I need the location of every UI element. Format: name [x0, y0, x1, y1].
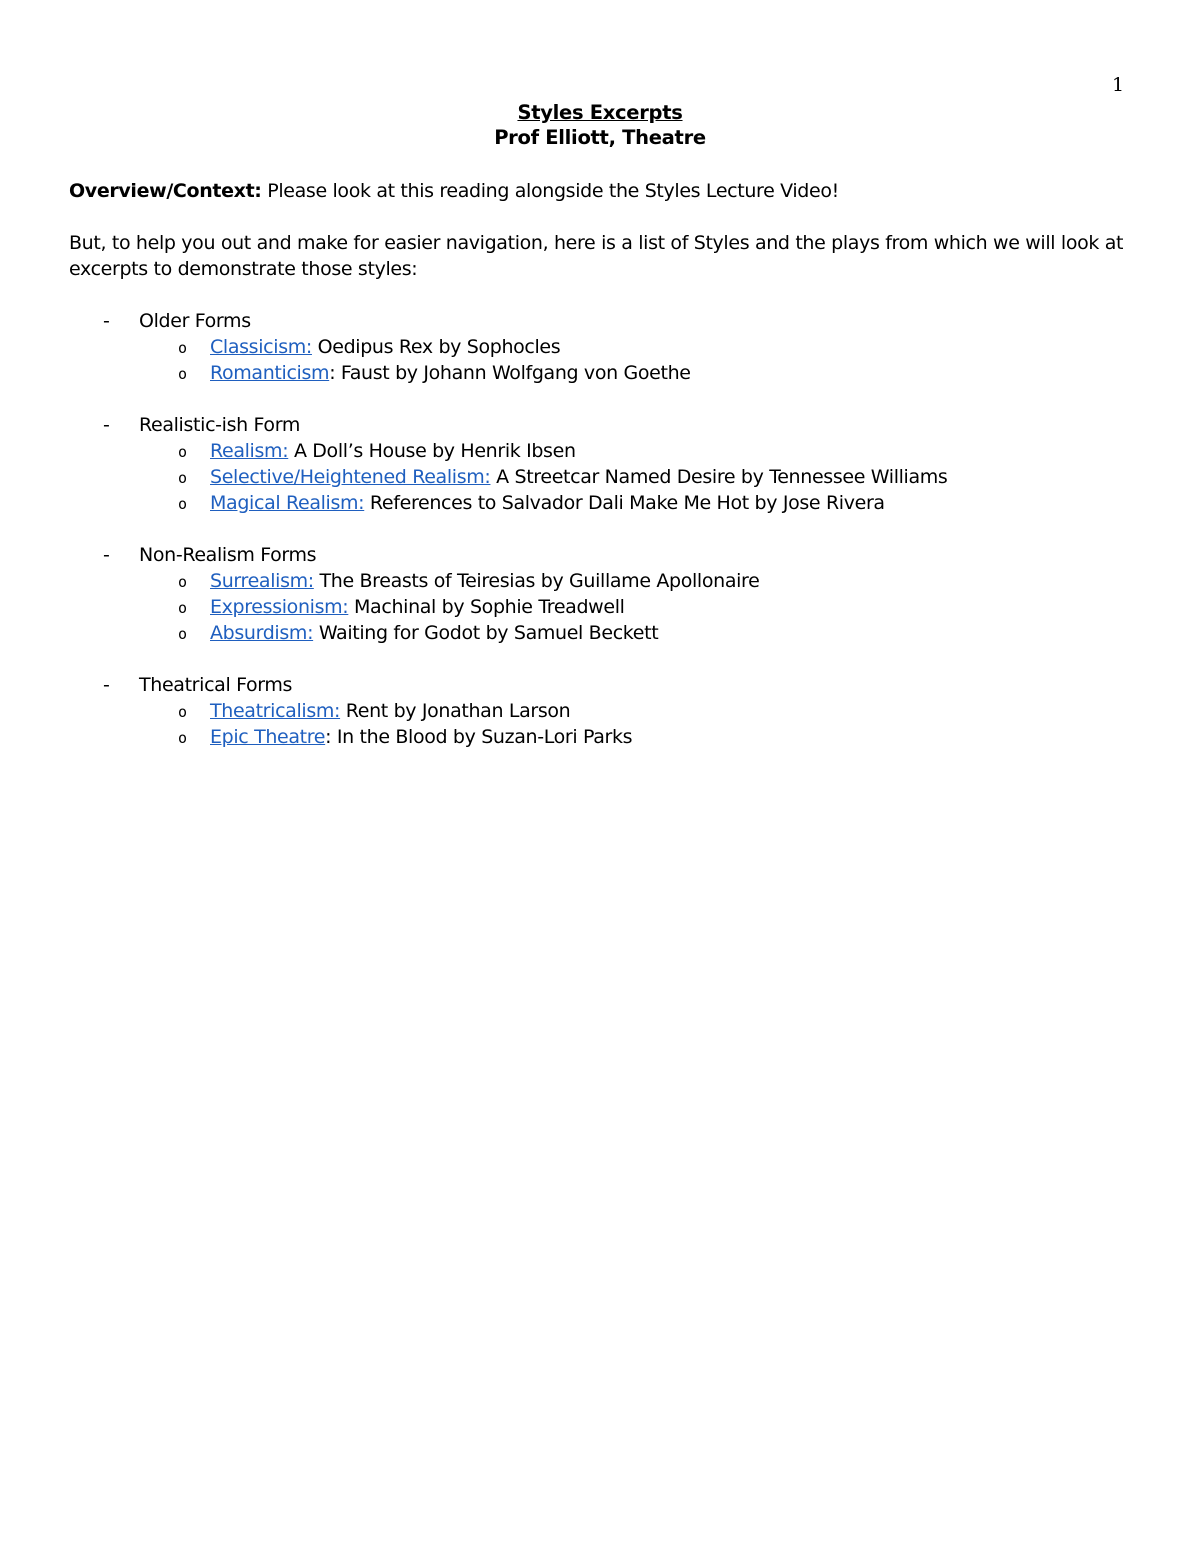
- list-item: [69, 360, 1129, 386]
- list-item: [69, 724, 1129, 750]
- link-magical-realism[interactable]: Magical Realism:: [210, 492, 365, 514]
- item-description: The Breasts of Teiresias by Guillame Apollonaire: [313, 570, 760, 592]
- bullet-marker: o: [178, 729, 187, 747]
- link-theatricalism[interactable]: Theatricalism:: [210, 700, 341, 722]
- dash-marker: -: [103, 544, 110, 566]
- section-label: Older Forms: [139, 310, 251, 332]
- bullet-marker: o: [178, 703, 187, 721]
- link-realism[interactable]: Realism:: [210, 440, 289, 462]
- list-item: [69, 438, 1129, 464]
- link-absurdism[interactable]: Absurdism:: [210, 622, 314, 644]
- bullet-marker: o: [178, 599, 187, 617]
- link-romanticism[interactable]: Romanticism: [210, 362, 330, 384]
- section-label: Non-Realism Forms: [139, 544, 317, 566]
- overview-label: Overview/Context:: [69, 180, 262, 202]
- item-description: References to Salvador Dali Make Me Hot by Jose Rivera: [364, 492, 885, 514]
- bullet-marker: o: [178, 443, 187, 461]
- link-selective-heightened-realism[interactable]: Selective/Heightened Realism:: [210, 466, 491, 488]
- section-older-forms: [69, 308, 1129, 386]
- item-description: Rent by Jonathan Larson: [340, 700, 571, 722]
- list-item: [69, 594, 1129, 620]
- bullet-marker: o: [178, 495, 187, 513]
- document-subtitle: Prof Elliott, Theatre: [494, 126, 706, 149]
- bullet-marker: o: [178, 339, 187, 357]
- document-title: Styles Excerpts: [517, 101, 683, 124]
- dash-marker: -: [103, 310, 110, 332]
- link-classicism[interactable]: Classicism:: [210, 336, 312, 358]
- intro-paragraph: But, to help you out and make for easier navigation, here is a list of Styles and the plays from which we will look at excerpts to demonstrate those styles:: [69, 232, 1124, 280]
- section-label: Theatrical Forms: [139, 674, 293, 696]
- bullet-marker: o: [178, 469, 187, 487]
- link-epic-theatre[interactable]: Epic Theatre: [210, 726, 326, 748]
- bullet-marker: o: [178, 625, 187, 643]
- link-expressionism[interactable]: Expressionism:: [210, 596, 349, 618]
- link-surrealism[interactable]: Surrealism:: [210, 570, 314, 592]
- overview-paragraph: [69, 178, 1129, 204]
- item-description: A Doll’s House by Henrik Ibsen: [288, 440, 576, 462]
- section-theatrical-forms: [69, 672, 1129, 750]
- item-description: : In the Blood by Suzan-Lori Parks: [325, 726, 633, 748]
- item-description: Oedipus Rex by Sophocles: [311, 336, 561, 358]
- page-number: 1: [1112, 74, 1125, 96]
- section-label: Realistic-ish Form: [139, 414, 300, 436]
- item-description: : Faust by Johann Wolfgang von Goethe: [329, 362, 691, 384]
- item-description: A Streetcar Named Desire by Tennessee Williams: [490, 466, 948, 488]
- section-realistic-ish-form: [69, 412, 1129, 516]
- list-item: [69, 568, 1129, 594]
- title-block: [0, 100, 1200, 150]
- document-body: [69, 178, 1129, 750]
- dash-marker: -: [103, 414, 110, 436]
- bullet-marker: o: [178, 365, 187, 383]
- item-description: Waiting for Godot by Samuel Beckett: [313, 622, 659, 644]
- dash-marker: -: [103, 674, 110, 696]
- list-item: [69, 490, 1129, 516]
- item-description: Machinal by Sophie Treadwell: [348, 596, 625, 618]
- list-item: [69, 620, 1129, 646]
- list-item: [69, 464, 1129, 490]
- section-non-realism-forms: [69, 542, 1129, 646]
- bullet-marker: o: [178, 573, 187, 591]
- overview-text: Please look at this reading alongside the Styles Lecture Video!: [261, 180, 839, 202]
- list-item: [69, 334, 1129, 360]
- list-item: [69, 698, 1129, 724]
